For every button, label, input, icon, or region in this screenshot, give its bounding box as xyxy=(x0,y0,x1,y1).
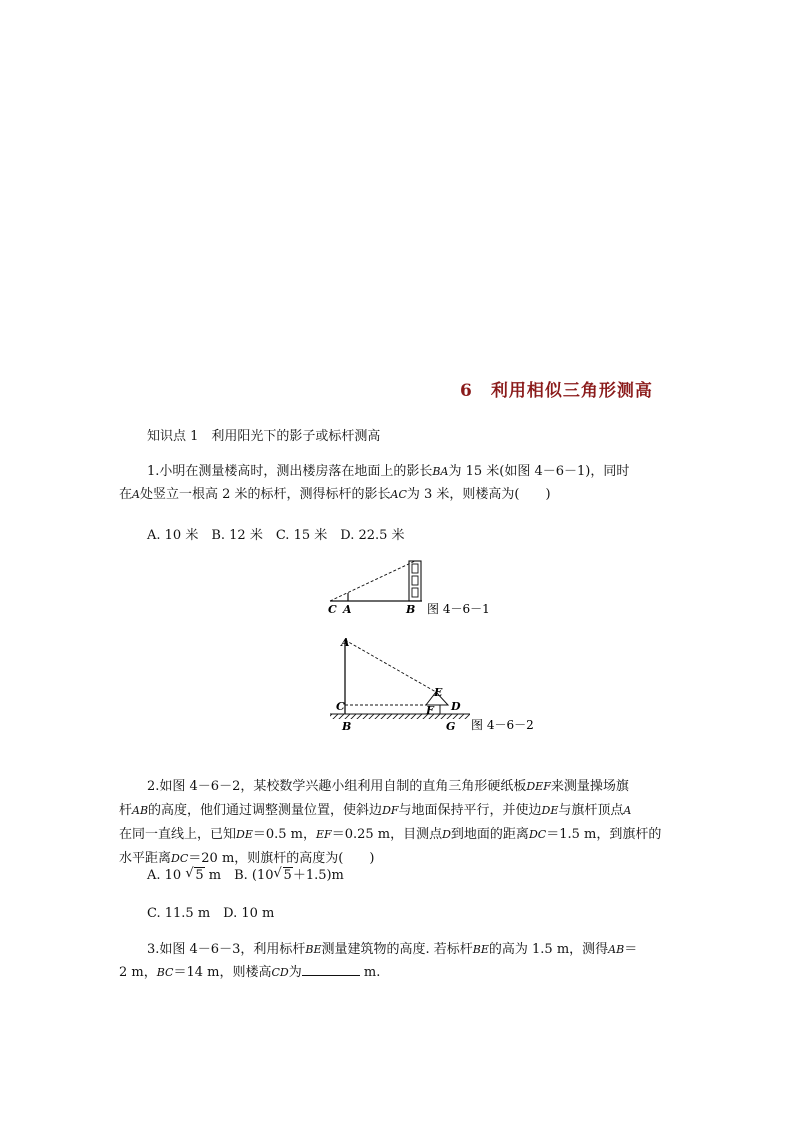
fig2-ground-hatch xyxy=(330,714,470,719)
q2-options-ab xyxy=(147,864,344,883)
q2-var: DF xyxy=(382,804,399,817)
q3-text: 测量建筑物的高度. 若标杆 xyxy=(321,942,473,957)
q3-var: BE xyxy=(472,943,489,956)
q2-text: 的高度，他们通过调整测量位置，使斜边 xyxy=(148,803,383,818)
q3-var: BE xyxy=(305,943,322,956)
q3-text: 的高为 1.5 m，测得 xyxy=(488,942,609,957)
fig2-caption: 图 4－6－2 xyxy=(471,718,534,732)
q1-number: 1. xyxy=(147,464,160,479)
q1-var: BA xyxy=(432,465,449,478)
q2-var: DE xyxy=(236,828,253,841)
q3-text: ＝ xyxy=(624,942,638,957)
title-text: 利用相似三角形测高 xyxy=(490,381,653,401)
q2-text: 水平距离 xyxy=(119,851,172,866)
q2-line3 xyxy=(119,825,661,845)
q2-text: 与旗杆顶点 xyxy=(558,803,624,818)
q3-text: ＝14 m，则楼高 xyxy=(173,965,272,980)
figure-4-6-1 xyxy=(320,555,500,617)
q1-text: 在 xyxy=(119,487,133,502)
page-title xyxy=(460,376,653,401)
q1-text: 为 3 米，则楼高为( ) xyxy=(406,487,551,502)
q1-options: A. 10 米 B. 12 米 C. 15 米 D. 22.5 米 xyxy=(147,528,405,543)
title-number: 6 xyxy=(460,381,473,401)
section-heading xyxy=(147,425,380,444)
q3-var: CD xyxy=(271,966,289,979)
sqrt-radicand: 5 xyxy=(283,868,292,883)
q2-var: DE xyxy=(541,804,559,817)
fig2-label-a: A xyxy=(341,636,350,649)
q1-var: A xyxy=(132,488,140,501)
fig1-label-a: A xyxy=(343,603,352,616)
fig2-sight-line xyxy=(345,640,436,692)
q2-text: 与地面保持平行，并使边 xyxy=(398,803,542,818)
fig1-caption: 图 4－6－1 xyxy=(427,602,490,616)
sqrt-symbol: √ 5 xyxy=(185,866,204,883)
q3-var: AB xyxy=(608,943,625,956)
q1-var: AC xyxy=(390,488,407,501)
q2-text: 来测量操场旗 xyxy=(550,779,629,794)
q2-option-b-tail: ＋1.5)m xyxy=(292,868,344,883)
q2-option-a: A. 10 xyxy=(147,868,182,883)
q2-text: ＝1.5 m，到旗杆的 xyxy=(546,827,662,842)
q2-text: 到地面的距离 xyxy=(450,827,529,842)
q1-text: 处竖立一根高 2 米的标杆，测得标杆的影长 xyxy=(139,487,391,502)
q3-text: m. xyxy=(363,965,381,980)
q2-var: DEF xyxy=(526,780,551,793)
fig2-label-e: E xyxy=(434,686,443,699)
q2-number: 2. xyxy=(147,779,160,794)
q1-text: 小明在测量楼高时，测出楼房落在地面上的影长 xyxy=(159,464,433,479)
answer-blank xyxy=(302,963,360,976)
fig1-label-c: C xyxy=(328,603,337,616)
q2-var: DC xyxy=(171,852,189,865)
section-text: 利用阳光下的影子或标杆测高 xyxy=(211,429,381,444)
q3-line1 xyxy=(147,940,637,960)
q2-text: ＝0.5 m， xyxy=(252,827,317,842)
fig2-label-f: F xyxy=(426,704,434,717)
q2-var: A xyxy=(623,804,632,817)
q2-text: ＝20 m，则旗杆的高度为( ) xyxy=(188,851,375,866)
fig1-sun-ray xyxy=(330,561,415,601)
fig2-label-c: C xyxy=(336,700,345,713)
q2-var: AB xyxy=(132,804,149,817)
q2-options-cd: C. 11.5 m D. 10 m xyxy=(147,906,275,921)
q3-var: BC xyxy=(156,966,174,979)
fig1-building xyxy=(409,561,421,601)
q1-text: 为 15 米(如图 4－6－1)，同时 xyxy=(448,464,630,479)
q1-line2 xyxy=(119,485,551,505)
q3-line2 xyxy=(119,963,380,983)
q2-text: 如图 4－6－2，某校数学兴趣小组利用自制的直角三角形硬纸板 xyxy=(159,779,527,794)
fig1-window xyxy=(412,576,418,585)
q2-line2 xyxy=(119,801,631,821)
sqrt-radicand: 5 xyxy=(195,868,204,883)
q2-text: ＝0.25 m，目测点 xyxy=(331,827,443,842)
fig2-label-d: D xyxy=(451,700,461,713)
fig1-label-b: B xyxy=(406,603,416,616)
q2-var: D xyxy=(442,828,451,841)
q2-line1 xyxy=(147,777,629,797)
fig1-window xyxy=(412,564,418,573)
q2-var: DC xyxy=(528,828,547,841)
q2-var: EF xyxy=(316,828,332,841)
fig2-label-g: G xyxy=(446,720,456,733)
fig2-label-b: B xyxy=(342,720,352,733)
q3-text: 2 m， xyxy=(119,965,157,980)
q1-line1 xyxy=(147,462,629,482)
q3-text: 如图 4－6－3，利用标杆 xyxy=(159,942,306,957)
q2-text: 在同一直线上，已知 xyxy=(119,827,237,842)
sqrt-symbol: √ 5 xyxy=(273,866,292,883)
section-label: 知识点 1 xyxy=(147,429,199,444)
q3-text: 为 xyxy=(288,965,302,980)
q3-number: 3. xyxy=(147,942,160,957)
fig1-window xyxy=(412,588,418,597)
figure-4-6-2 xyxy=(320,630,550,736)
q2-text: 杆 xyxy=(119,803,133,818)
q2-option-b: m B. (10 xyxy=(208,868,274,883)
